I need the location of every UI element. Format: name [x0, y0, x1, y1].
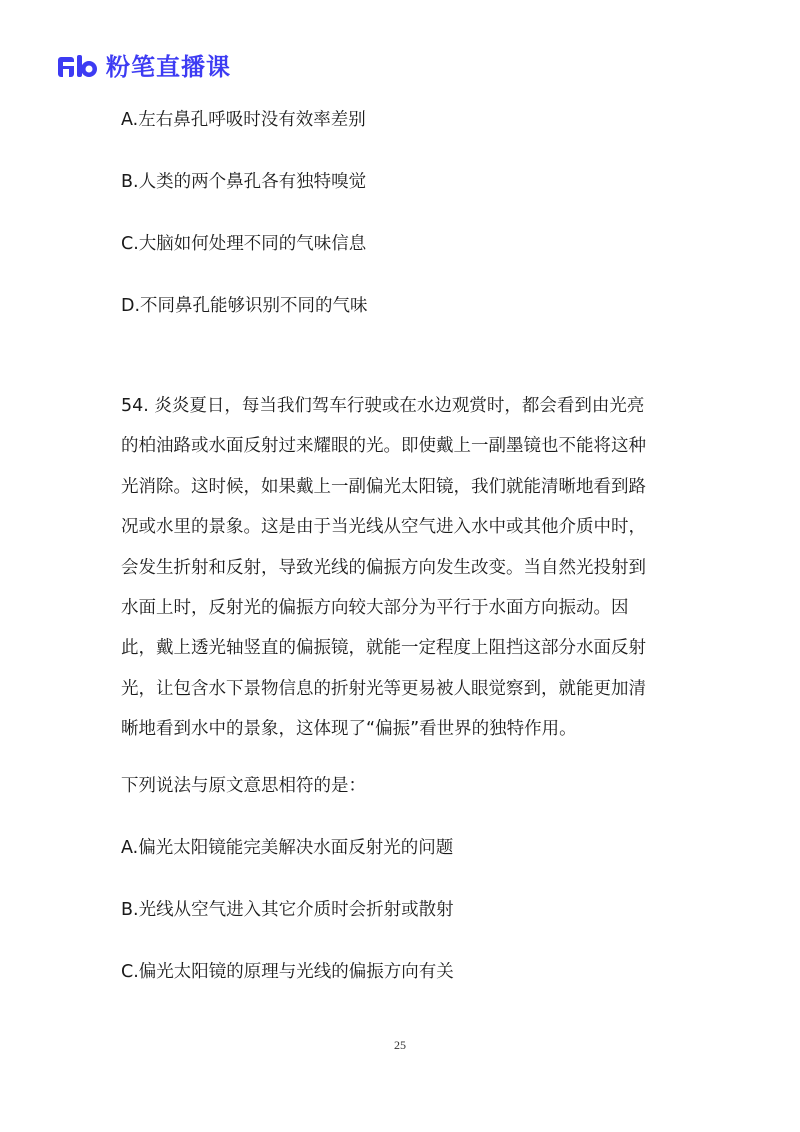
stem-line: 的柏油路或水面反射过来耀眼的光。即使戴上一副墨镜也不能将这种 — [121, 436, 646, 457]
stem-line: 光，让包含水下景物信息的折射光等更易被人眼觉察到，就能更加清 — [121, 678, 646, 699]
page-header — [56, 50, 231, 84]
stem-line: 水面上时，反射光的偏振方向较大部分为平行于水面方向振动。因 — [121, 598, 629, 619]
option-b: B.人类的两个鼻孔各有独特嗅觉 — [121, 172, 367, 192]
stem-line: 光消除。这时候，如果戴上一副偏光太阳镜，我们就能清晰地看到路 — [121, 476, 646, 497]
page-content — [121, 100, 681, 1014]
question-options — [121, 828, 681, 1014]
page-number: 25 — [394, 1038, 406, 1052]
spacer — [121, 348, 681, 386]
stem-line: 会发生折射和反射，导致光线的偏振方向发生改变。当自然光投射到 — [121, 557, 646, 578]
option-a: A.偏光太阳镜能完美解决水面反射光的问题 — [121, 837, 454, 858]
option-d: D.不同鼻孔能够识别不同的气味 — [121, 296, 368, 316]
stem-line: 54. 炎炎夏日，每当我们驾车行驶或在水边观赏时，都会看到由光亮 — [121, 396, 645, 416]
question-stem — [121, 386, 681, 750]
prev-question-options — [121, 100, 681, 348]
option-c: C.偏光太阳镜的原理与光线的偏振方向有关 — [121, 961, 454, 982]
stem-line: 此，戴上透光轴竖直的偏振镜，就能一定程度上阻挡这部分水面反射 — [121, 638, 646, 659]
brand-name: 粉笔直播课 — [106, 53, 231, 81]
question-prompt: 下列说法与原文意思相符的是： — [121, 775, 366, 796]
option-a: A.左右鼻孔呼吸时没有效率差别 — [121, 110, 366, 130]
fb-logo-icon — [56, 53, 100, 81]
option-c: C.大脑如何处理不同的气味信息 — [121, 234, 367, 254]
stem-line: 况或水里的景象。这是由于当光线从空气进入水中或其他介质中时， — [121, 517, 646, 538]
stem-line: 晰地看到水中的景象，这体现了“偏振”看世界的独特作用。 — [121, 719, 577, 740]
option-b: B.光线从空气进入其它介质时会折射或散射 — [121, 899, 454, 920]
